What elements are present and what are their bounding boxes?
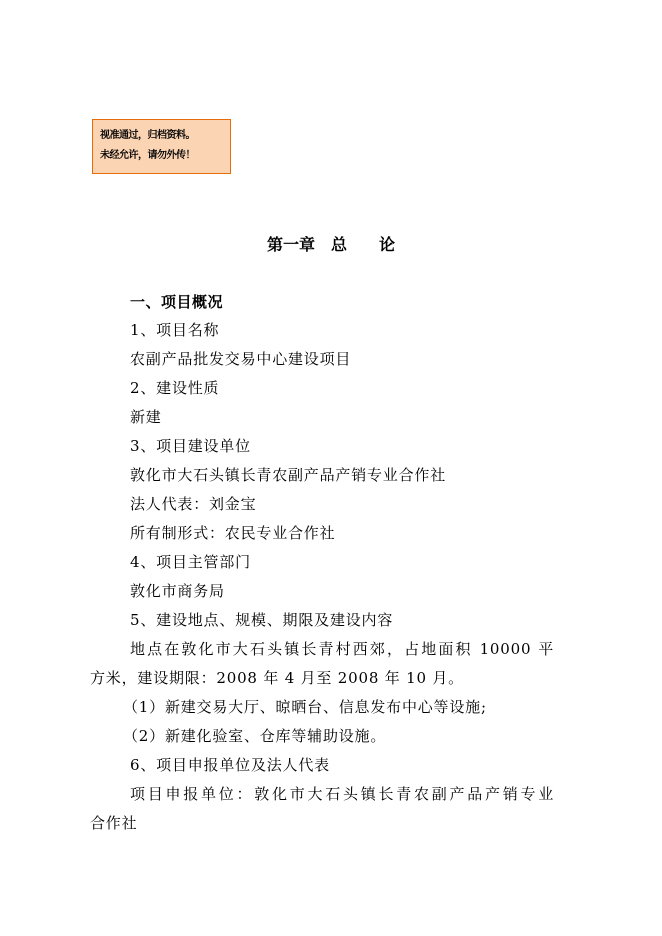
item-heading-construction-unit: 3、项目建设单位 (130, 437, 251, 455)
competent-department-value: 敦化市商务局 (130, 582, 225, 600)
stamp-line-warning: 未经允许，请勿外传！ (100, 150, 195, 161)
item-heading-competent-department: 4、项目主管部门 (130, 553, 251, 571)
item-heading-applicant: 6、项目申报单位及法人代表 (130, 756, 330, 774)
item-heading-construction-type: 2、建设性质 (130, 379, 220, 397)
construction-type-value: 新建 (130, 408, 162, 426)
location-paragraph-line-2: 方米，建设期限：2008 年 4 月至 2008 年 10 月。 (90, 669, 464, 687)
project-name-value: 农副产品批发交易中心建设项目 (130, 350, 352, 368)
section-heading-overview: 一、项目概况 (130, 293, 224, 311)
item-heading-location-scale: 5、建设地点、规模、期限及建设内容 (130, 611, 394, 629)
construction-unit-value: 敦化市大石头镇长青农副产品产销专业合作社 (130, 466, 447, 484)
applicant-paragraph-line-1: 项目申报单位：敦化市大石头镇长青农副产品产销专业 (130, 785, 554, 803)
legal-representative: 法人代表：刘金宝 (130, 495, 257, 513)
item-heading-project-name: 1、项目名称 (130, 321, 220, 339)
applicant-paragraph-line-2: 合作社 (90, 814, 138, 832)
location-paragraph-line-1: 地点在敦化市大石头镇长青村西郊，占地面积 10000 平 (130, 640, 554, 658)
stamp-line-approved: 视准通过，归档资料。 (100, 130, 195, 141)
construction-content-item-2: （2）新建化验室、仓库等辅助设施。 (123, 727, 387, 745)
construction-content-item-1: （1）新建交易大厅、晾晒台、信息发布中心等设施; (123, 698, 487, 716)
confidential-stamp (92, 119, 231, 174)
chapter-title: 第一章 总 论 (266, 235, 395, 254)
ownership-form: 所有制形式：农民专业合作社 (130, 524, 336, 542)
